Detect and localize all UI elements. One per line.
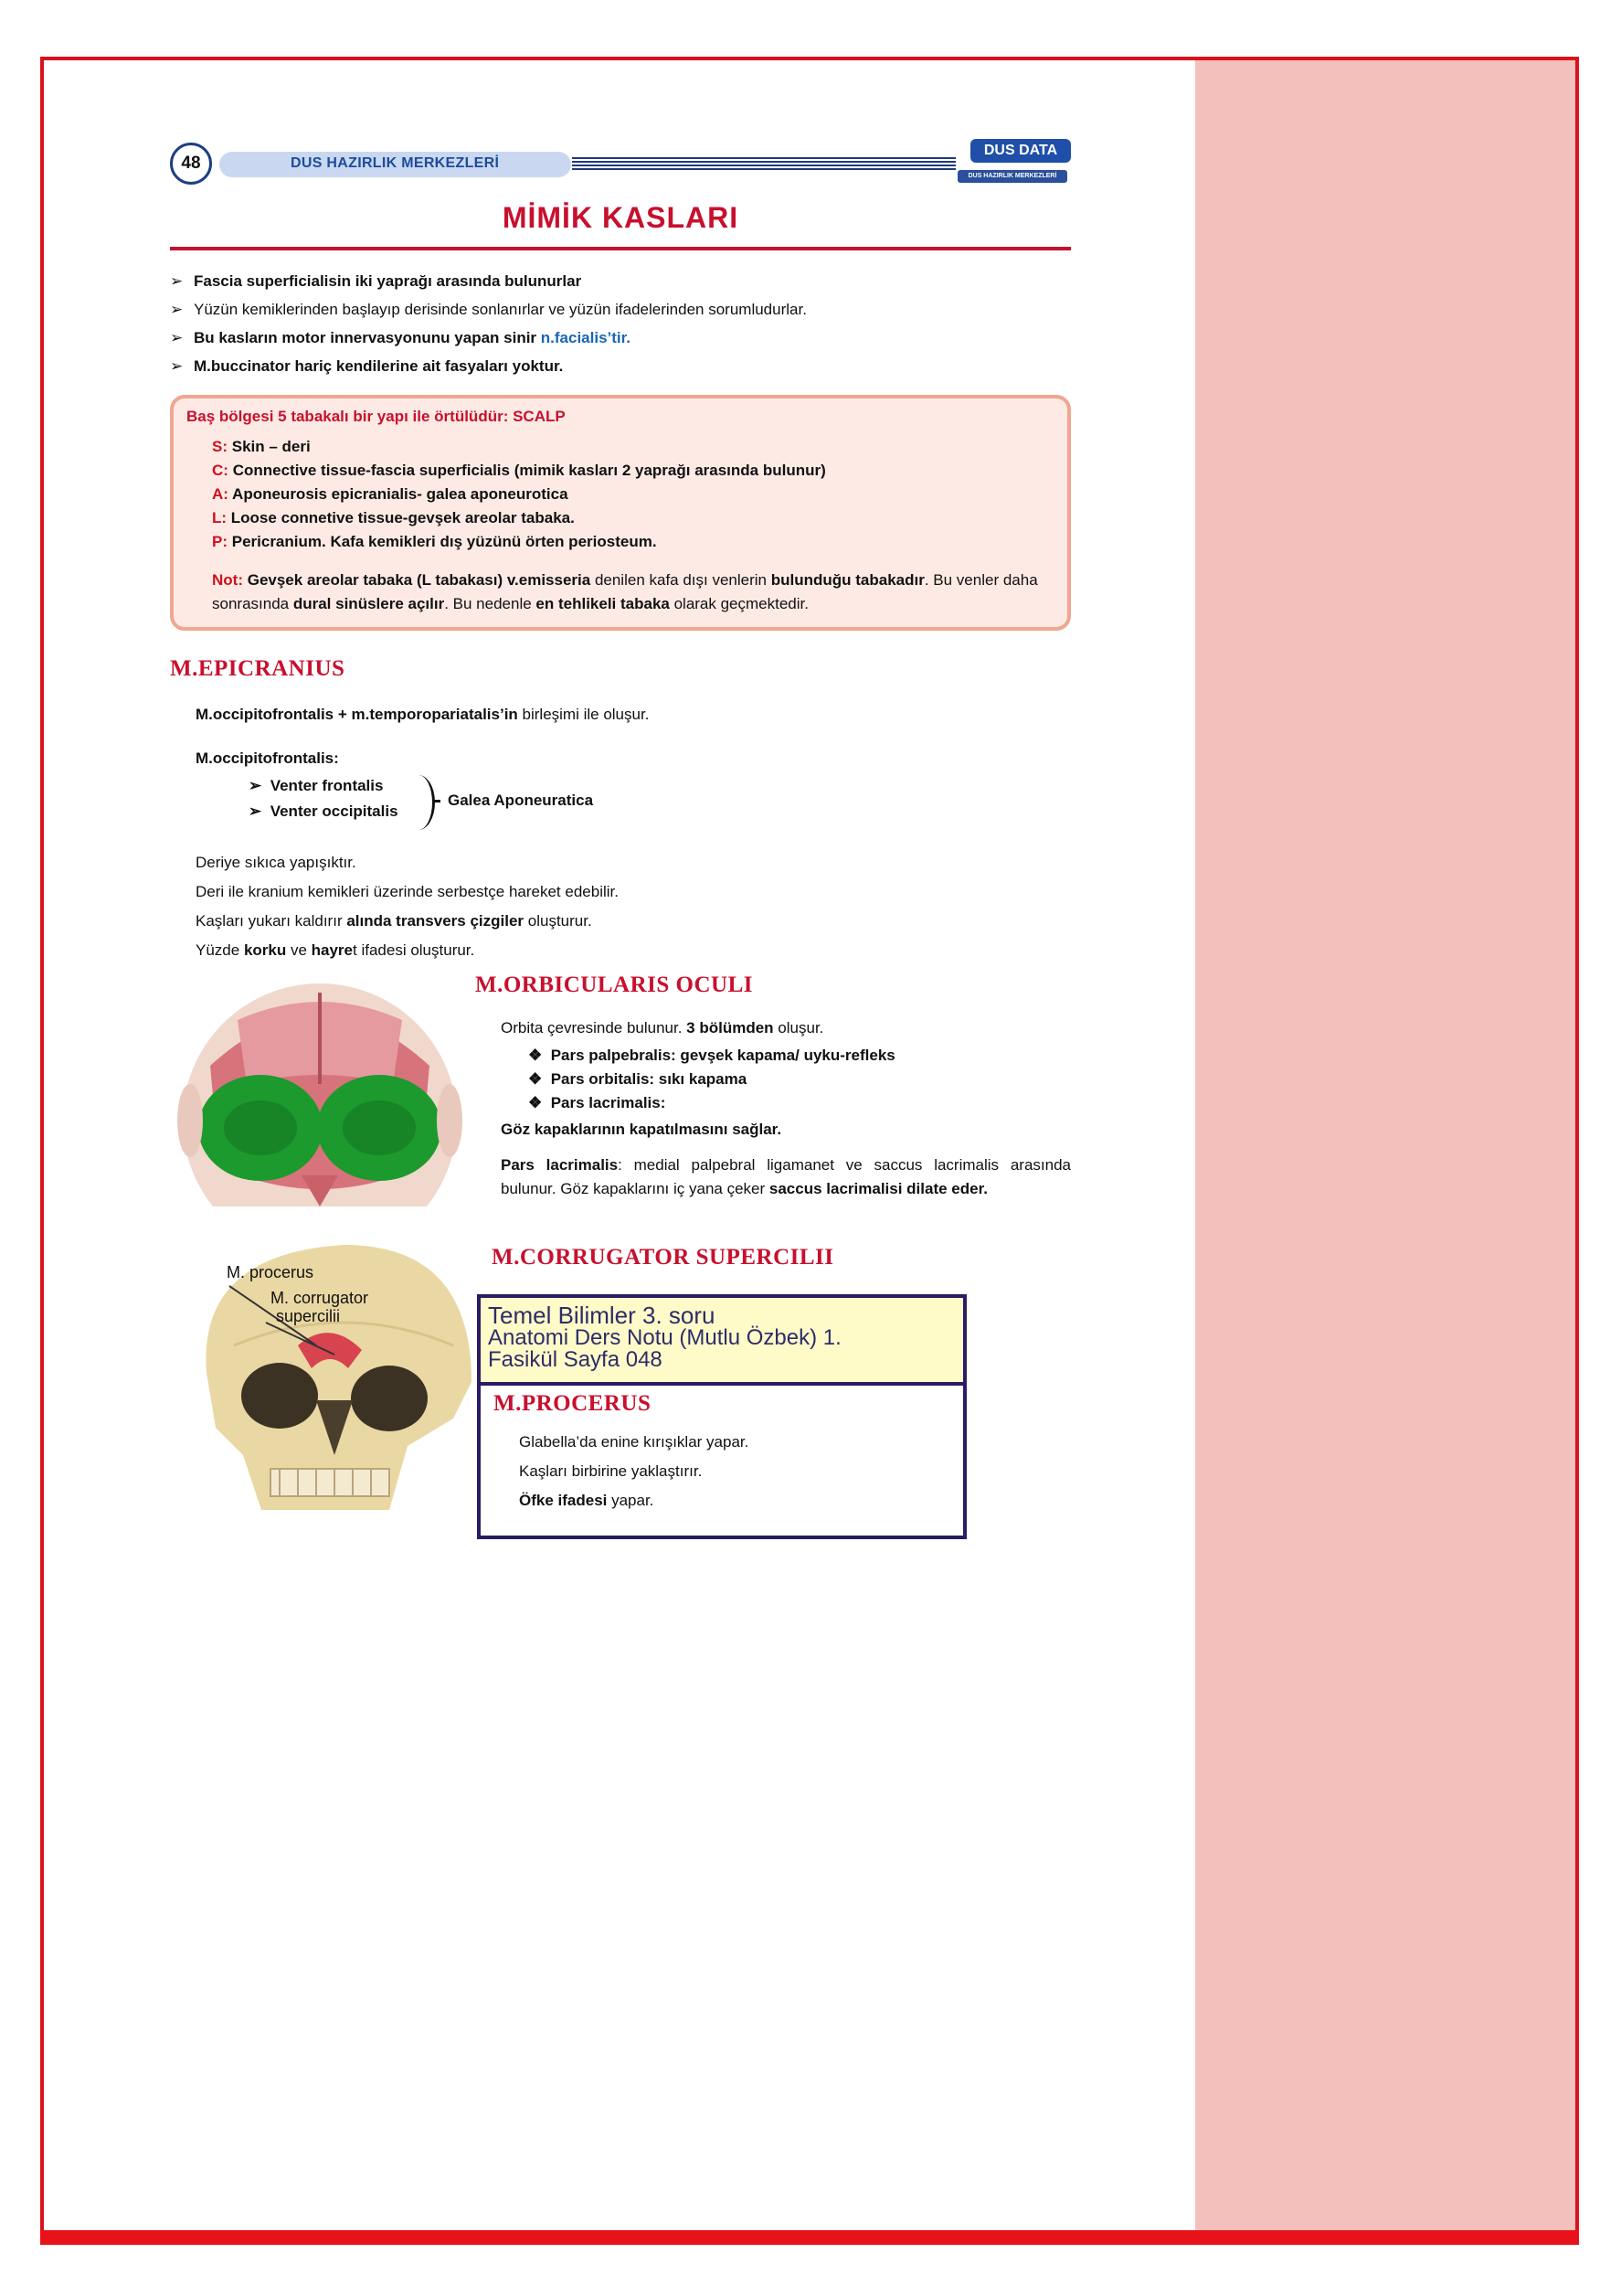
layer-letter: A:	[212, 485, 228, 503]
note-text: Gevşek areolar tabaka (L tabakası) v.emisseria	[247, 571, 591, 589]
layer-text: Pericranium. Kafa kemikleri dış yüzünü örten periosteum.	[231, 533, 657, 550]
note-text: bulunduğu tabakadır	[770, 571, 925, 589]
header-organization: DUS HAZIRLIK MERKEZLERİ	[291, 155, 500, 171]
lac-part: Pars lacrimalis	[501, 1156, 619, 1174]
procerus-box	[477, 1382, 967, 1539]
intro-part: oluşur.	[773, 1019, 824, 1036]
intro-bullets	[170, 267, 1065, 380]
popup-page: Fasikül Sayfa 048	[488, 1347, 662, 1372]
text-line: Glabella’da enine kırışıklar yapar.	[519, 1433, 749, 1451]
pars-lacrimalis-text	[501, 1153, 1071, 1201]
galea-label: Galea Aponeuratica	[448, 792, 594, 809]
note-label: Not:	[212, 571, 243, 589]
side-panel	[1195, 60, 1575, 2230]
lac-part: saccus lacrimalisi dilate eder.	[768, 1180, 988, 1197]
scalp-note	[212, 569, 1053, 616]
text-line	[519, 1486, 748, 1515]
arrow-icon: ➢	[170, 357, 184, 375]
popup-title: Temel Bilimler 3. soru	[488, 1302, 715, 1329]
part-item	[528, 1068, 895, 1091]
layer-letter: S:	[212, 438, 228, 455]
arrow-icon: ➢	[249, 803, 270, 820]
skull-label-procerus: M. procerus	[227, 1263, 314, 1281]
layer-letter: C:	[212, 462, 228, 479]
bullet-item	[170, 267, 1065, 295]
line-part: ve	[286, 941, 312, 959]
arrow-icon: ➢	[170, 301, 184, 318]
bullet-item	[170, 324, 1065, 352]
intro-part: 3 bölümden	[686, 1019, 774, 1036]
text-line: Kaşları birbirine yaklaştırır.	[519, 1462, 703, 1480]
page-number: 48	[170, 143, 212, 185]
arrow-icon: ➢	[249, 777, 270, 794]
orbicularis-intro	[501, 1015, 823, 1042]
bullet-text: Yüzün kemiklerinden başlayıp derisinde sonlanırlar ve yüzün ifadelerinden sorumludurlar.	[194, 301, 807, 318]
part-text: Pars palpebralis: gevşek kapama/ uyku-refleks	[550, 1047, 895, 1064]
part-text: Pars lacrimalis:	[550, 1094, 666, 1111]
orbicularis-function: Göz kapaklarının kapatılmasını sağlar.	[501, 1121, 782, 1138]
line-part: alında transvers çizgiler	[346, 912, 524, 930]
venter-text: Venter occipitalis	[270, 803, 398, 820]
note-text: dural sinüslere açılır	[292, 595, 445, 612]
arrow-icon: ➢	[170, 272, 184, 290]
diamond-icon: ❖	[528, 1094, 543, 1111]
note-text: . Bu nedenle	[444, 595, 536, 612]
text-line	[196, 907, 619, 936]
bullet-item	[170, 352, 1065, 380]
annotation-popup[interactable]	[477, 1294, 967, 1386]
venter-list	[249, 773, 398, 824]
line-part: hayre	[311, 941, 354, 959]
skull-label-supercilii: supercilii	[276, 1307, 341, 1325]
orbicularis-parts	[528, 1044, 895, 1115]
skull-label-corrugator: M. corrugator	[270, 1289, 369, 1307]
header-rule-lines	[572, 157, 956, 172]
layer-text: Loose connetive tissue-gevşek areolar tabaka.	[230, 509, 575, 526]
line-part: yapar.	[607, 1492, 654, 1509]
text-line	[196, 936, 619, 965]
epicranius-intro	[196, 700, 649, 729]
layer-letter: L:	[212, 509, 228, 526]
intro-rest: birleşimi ile oluşur.	[517, 706, 650, 723]
bullet-text: M.buccinator hariç kendilerine ait fasyaları yoktur.	[194, 357, 564, 375]
logo-bottom-text: DUS HAZIRLIK MERKEZLERİ	[958, 170, 1067, 183]
text-line: Deri ile kranium kemikleri üzerinde serbestçe hareket edebilir.	[196, 883, 619, 900]
scalp-layer	[212, 506, 826, 530]
line-part: t ifadesi oluşturur.	[353, 941, 475, 959]
bullet-highlight: n.facialis’tir.	[540, 329, 631, 346]
line-part: Öfke ifadesi	[519, 1492, 608, 1509]
arrow-icon: ➢	[170, 329, 184, 346]
line-part: korku	[243, 941, 287, 959]
layer-text: Connective tissue-fascia superficialis (mimik kasları 2 yaprağı arasında bulunur)	[232, 462, 826, 479]
diamond-icon: ❖	[528, 1047, 543, 1064]
logo-top-text: DUS DATA	[970, 139, 1071, 163]
scalp-layer	[212, 435, 826, 459]
dus-data-logo	[958, 137, 1073, 190]
title-rule	[170, 247, 1071, 250]
part-item	[528, 1091, 895, 1115]
corrugator-heading: M.CORRUGATOR SUPERCILII	[492, 1245, 834, 1270]
popup-source: Anatomi Ders Notu (Mutlu Özbek) 1.	[488, 1325, 842, 1350]
scalp-layer	[212, 459, 826, 483]
note-text: olarak geçmektedir.	[669, 595, 809, 612]
bullet-text: Fascia superficialisin iki yaprağı arasında bulunurlar	[194, 272, 582, 290]
venter-item	[249, 799, 398, 824]
part-item	[528, 1044, 895, 1068]
scalp-layers	[212, 435, 826, 554]
page-title: MİMİK KASLARI	[502, 201, 739, 234]
facial-muscles-illustration	[174, 983, 466, 1206]
diamond-icon: ❖	[528, 1070, 543, 1088]
procerus-heading: M.PROCERUS	[493, 1391, 652, 1416]
scalp-box	[170, 395, 1071, 631]
line-part: Yüzde	[196, 941, 244, 959]
bullet-item	[170, 295, 1065, 324]
scalp-layer	[212, 530, 826, 554]
lac-part: : medial palpebral ligamanet ve saccus lacrimalis arasında bulunur. Göz kapaklarını iç yana çeker	[501, 1156, 1071, 1197]
header-banner	[219, 152, 571, 177]
venter-text: Venter frontalis	[270, 777, 384, 794]
line-part: Kaşları yukarı kaldırır	[196, 912, 347, 930]
scalp-title: Baş bölgesi 5 tabakalı bir yapı ile örtülüdür: SCALP	[186, 408, 566, 425]
skull-illustration	[179, 1236, 471, 1510]
layer-letter: P:	[212, 533, 228, 550]
note-text: . Bu venler daha sonrasında	[212, 571, 1038, 612]
part-text: Pars orbitalis: sıkı kapama	[550, 1070, 747, 1088]
intro-part: Orbita çevresinde bulunur.	[501, 1019, 687, 1036]
scalp-layer	[212, 483, 826, 506]
intro-bold: M.occipitofrontalis + m.temporopariatalis’in	[196, 706, 518, 723]
bottom-bar	[40, 2230, 1579, 2245]
brace-tip	[433, 800, 440, 803]
line-part: oluşturur.	[524, 912, 592, 930]
layer-text: Aponeurosis epicranialis- galea aponeurotica	[232, 485, 568, 503]
layer-text: Skin – deri	[231, 438, 311, 455]
epicranius-heading: M.EPICRANIUS	[170, 656, 345, 681]
procerus-lines	[519, 1428, 748, 1515]
epicranius-lines	[196, 848, 619, 965]
text-line: Deriye sıkıca yapışıktır.	[196, 854, 356, 871]
venter-item	[249, 773, 398, 799]
orbicularis-heading: M.ORBICULARIS OCULI	[475, 973, 753, 997]
occipitofrontalis-heading: M.occipitofrontalis:	[196, 749, 339, 767]
bullet-text: Bu kasların motor innervasyonunu yapan sinir	[194, 329, 541, 346]
note-text: en tehlikeli tabaka	[535, 595, 670, 612]
note-text: denilen kafa dışı venlerin	[590, 571, 771, 589]
